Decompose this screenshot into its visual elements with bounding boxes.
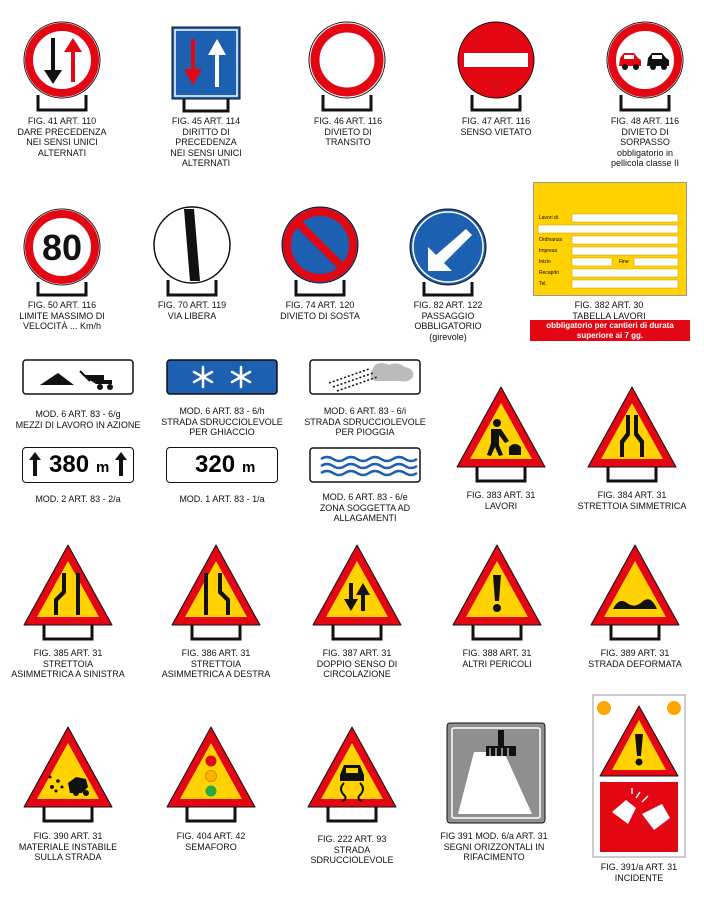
panel-mod6h-ice — [166, 359, 278, 395]
tabella-label-inizio: Inizio — [539, 259, 551, 265]
caption-mod6h: MOD. 6 ART. 83 - 6/h STRADA SDRUCCIOLEVOLE PER GHIACCIO — [161, 406, 283, 437]
caption-fig47: FIG. 47 ART. 116 SENSO VIETATO — [460, 116, 532, 137]
caption-fig390: FIG. 390 ART. 31 MATERIALE INSTABILE SULLA STRADA — [18, 831, 118, 862]
tabella-label-ordinanza: Ordinanza — [539, 237, 563, 243]
caption-fig70: FIG. 70 ART. 119 VIA LIBERA — [157, 300, 227, 321]
sign-fig387-two-way-traffic — [311, 543, 403, 643]
caption-fig384: FIG. 384 ART. 31 STRETTOIA SIMMETRICA — [577, 490, 687, 511]
panel-mod6i-rain — [309, 359, 421, 395]
caption-fig45: FIG. 45 ART. 114 DIRITTO DI PRECEDENZA NEI SENSI UNICI ALTERNATI — [170, 116, 242, 168]
panel-mod2-distance — [22, 447, 134, 483]
caption-fig385: FIG. 385 ART. 31 STRETTOIA ASIMMETRICA A SINISTRA — [11, 648, 125, 679]
caption-mod6i: MOD. 6 ART. 83 - 6/i STRADA SDRUCCIOLEVOLE PER PIOGGIA — [304, 406, 426, 437]
sign-fig384-road-narrows-both — [586, 385, 678, 485]
panel-mod6g-work-vehicles — [22, 359, 134, 395]
sign-fig46-no-transit — [305, 20, 389, 114]
sign-fig48-no-overtaking — [603, 20, 687, 114]
caption-fig382: FIG. 382 ART. 30 TABELLA LAVORI — [572, 300, 646, 321]
tabella-label-fine: Fine — [619, 259, 629, 265]
sign-fig82-mandatory-direction — [406, 207, 490, 299]
sign-fig391a-accident — [592, 694, 686, 858]
caption-fig391: FIG 391 MOD. 6/a ART. 31 SEGNI ORIZZONTALI IN RIFACIMENTO — [440, 831, 548, 862]
caption-fig391a: FIG. 391/a ART. 31 INCIDENTE — [600, 862, 678, 883]
tabella-label-impresa: Impresa — [539, 248, 558, 254]
sign-fig382-work-panel — [533, 182, 687, 296]
caption-fig50: FIG. 50 ART. 116 LIMITE MASSIMO DI VELOCITÀ ... Km/h — [19, 300, 105, 331]
distance-320-unit: m — [242, 459, 256, 476]
sign-fig50-speed-limit — [20, 207, 104, 299]
caption-fig389: FIG. 389 ART. 31 STRADA DEFORMATA — [588, 648, 682, 669]
sign-fig74-no-parking — [278, 205, 362, 299]
caption-fig387: FIG. 387 ART. 31 DOPPIO SENSO DI CIRCOLAZIONE — [316, 648, 398, 679]
sign-fig383-roadworks — [455, 385, 547, 485]
caption-fig222: FIG. 222 ART. 93 STRADA SDRUCCIOLEVOLE — [310, 834, 394, 865]
sign-fig47-no-entry — [454, 20, 538, 114]
sign-fig70-end-restrictions — [150, 205, 234, 299]
caption-fig82: FIG. 82 ART. 122 PASSAGGIO OBBLIGATORIO (girevole) — [413, 300, 483, 342]
tabella-mandatory-note: obbligatorio per cantieri di durata superiore ai 7 gg. — [530, 320, 690, 341]
sign-fig391-road-marking-works — [446, 722, 546, 824]
sign-fig389-uneven-road — [589, 543, 681, 643]
sign-fig388-other-dangers — [451, 543, 543, 643]
tabella-label-recapito: Recapito — [539, 270, 559, 276]
distance-380-unit: m — [96, 459, 110, 476]
caption-fig386: FIG. 386 ART. 31 STRETTOIA ASIMMETRICA A DESTRA — [161, 648, 271, 679]
caption-fig383: FIG. 383 ART. 31 LAVORI — [466, 490, 536, 511]
caption-fig388: FIG. 388 ART. 31 ALTRI PERICOLI — [462, 648, 532, 669]
panel-mod1-distance — [166, 447, 278, 483]
caption-fig74: FIG. 74 ART. 120 DIVIETO DI SOSTA — [280, 300, 360, 321]
caption-fig41: FIG. 41 ART. 110 DARE PRECEDENZA NEI SENSI UNICI ALTERNATI — [17, 116, 107, 158]
caption-mod6g: MOD. 6 ART. 83 - 6/g MEZZI DI LAVORO IN AZIONE — [15, 409, 141, 430]
caption-mod2: MOD. 2 ART. 83 - 2/a — [35, 494, 121, 504]
distance-380-value: 380 — [49, 451, 90, 478]
caption-fig404: FIG. 404 ART. 42 SEMAFORO — [176, 831, 246, 852]
tabella-label-lavori: Lavori di — [539, 215, 558, 221]
speed-value: 80 — [41, 227, 83, 268]
sign-fig222-slippery-road — [306, 725, 398, 825]
tabella-label-tel: Tel. — [539, 281, 547, 287]
sign-fig404-traffic-light — [165, 725, 257, 825]
sign-fig41-give-way-oncoming — [20, 20, 104, 114]
caption-mod1: MOD. 1 ART. 83 - 1/a — [179, 494, 265, 504]
sign-fig386-narrows-right — [170, 543, 262, 643]
sign-fig385-narrows-left — [22, 543, 114, 643]
panel-mod6e-flooding — [309, 447, 421, 483]
sign-fig390-loose-gravel — [22, 725, 114, 825]
caption-fig46: FIG. 46 ART. 116 DIVIETO DI TRANSITO — [313, 116, 383, 147]
caption-fig48: FIG. 48 ART. 116 DIVIETO DI SORPASSO obbligatorio in pellicola classe II — [610, 116, 680, 168]
caption-mod6e: MOD. 6 ART. 83 - 6/e ZONA SOGGETTA AD ALLAGAMENTI — [319, 492, 411, 523]
sign-fig45-priority-oncoming — [170, 25, 242, 113]
distance-320-value: 320 — [195, 451, 236, 478]
